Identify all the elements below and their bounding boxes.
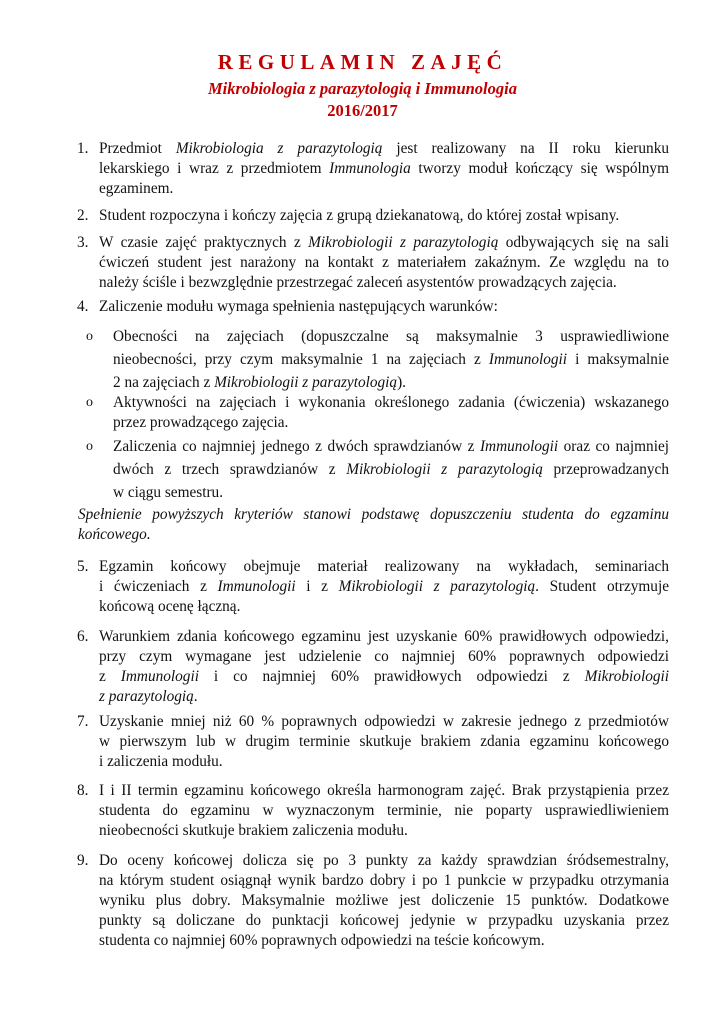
bullet-marker: o: [86, 329, 93, 344]
text-segment: Przedmiot: [99, 140, 176, 157]
text-segment: Warunkiem zdania końcowego egzaminu jest uzyskanie 60% prawidłowych odpowiedzi,: [99, 628, 669, 645]
text-line: [99, 752, 669, 772]
course-name: Mikrobiologii: [584, 668, 669, 685]
text-segment: ).: [397, 374, 406, 391]
text-line: [78, 505, 669, 525]
text-segment: końcową ocenę łączną.: [99, 598, 241, 615]
text-segment: W czasie zajęć praktycznych z: [99, 234, 309, 251]
course-name: Immunologii: [488, 351, 568, 368]
condition-item: [113, 325, 669, 394]
text-segment: oraz co najmniej: [558, 438, 669, 455]
text-segment: w ciągu semestru.: [113, 484, 224, 501]
text-line: [113, 435, 669, 458]
condition-item: [113, 393, 669, 433]
item-number: 4.: [77, 298, 89, 315]
text-segment: Do oceny końcowej dolicza się po 3 punkty za każdy sprawdzian śródsemestralny,: [99, 852, 669, 869]
text-line: [99, 557, 669, 577]
text-segment: . Student otrzymuje: [535, 578, 669, 595]
text-segment: odbywających się na sali: [498, 234, 669, 251]
text-line: [99, 297, 669, 317]
text-line: [78, 525, 669, 545]
text-segment: Obecności na zajęciach (dopuszczalne są maksymalnie 3 usprawiedliwione: [113, 328, 669, 345]
text-line: [99, 687, 669, 707]
course-name: Immunologii: [479, 438, 559, 455]
text-segment: studenta do egzaminu w wyznaczonym terminie, nie poparty usprawiedliwieniem: [99, 802, 669, 819]
text-segment: przeprowadzanych: [542, 461, 669, 478]
text-line: [99, 801, 669, 821]
course-subtitle: Mikrobiologia z parazytologią i Immunologia: [208, 79, 517, 98]
text-segment: egzaminem.: [99, 180, 174, 197]
text-segment: Student rozpoczyna i kończy zajęcia z grupą dziekanatową, do której został wpisany.: [99, 207, 620, 224]
course-name: Immunologia: [329, 160, 411, 177]
text-segment: .: [193, 688, 198, 705]
course-name: Mikrobiologii z parazytologią: [346, 461, 543, 478]
course-name: Mikrobiologii z parazytologią: [308, 234, 499, 251]
text-line: [99, 647, 669, 667]
text-line: [99, 627, 669, 647]
course-name: Mikrobiologii z parazytologią: [214, 374, 398, 391]
text-segment: tworzy moduł kończący się wspólnym: [410, 160, 669, 177]
list-item: [99, 712, 669, 772]
bullet-marker: o: [86, 395, 93, 410]
item-number: 1.: [77, 140, 89, 157]
list-item: [99, 627, 669, 707]
text-segment: punkty są doliczane do punktacji końcowej jedynie w przypadku uzyskania przez: [99, 912, 669, 929]
text-segment: przy czym wymagane jest udzielenie co najmniej 60% poprawnych odpowiedzi: [99, 648, 669, 665]
academic-year: 2016/2017: [327, 101, 398, 120]
text-segment: i maksymalnie: [567, 351, 669, 368]
text-line: [99, 577, 669, 597]
item-number: 5.: [77, 558, 89, 575]
text-segment: dwóch z trzech sprawdzianów z: [113, 461, 347, 478]
text-line: [99, 139, 669, 159]
text-segment: na którym student osiągnął wynik bardzo dobry i po 1 punkcie w przypadku otrzymania: [99, 872, 669, 889]
text-line: [99, 732, 669, 752]
text-segment: Egzamin końcowy obejmuje materiał realizowany na wykładach, seminariach: [99, 558, 669, 575]
item-number: 7.: [77, 713, 89, 730]
text-line: [99, 781, 669, 801]
text-segment: lekarskiego i wraz z przedmiotem: [99, 160, 330, 177]
text-line: [99, 911, 669, 931]
text-segment: wyniku plus dobry. Maksymalnie możliwe jest doliczenie 15 punktów. Dodatkowe: [99, 892, 669, 909]
text-line: [99, 273, 669, 293]
course-name: z parazytologią: [99, 688, 194, 705]
text-line: [99, 159, 669, 179]
condition-item: [113, 435, 669, 504]
text-line: [113, 371, 669, 394]
text-line: [113, 481, 669, 504]
text-line: [99, 233, 669, 253]
text-segment: studenta co najmniej 60% poprawnych odpowiedzi na teście końcowym.: [99, 932, 545, 949]
text-segment: i co najmniej 60% prawidłowych odpowiedzi z: [198, 668, 585, 685]
item-number: 8.: [77, 782, 89, 799]
text-line: [99, 891, 669, 911]
text-segment: nieobecności, przy czym maksymalnie 1 na zajęciach z: [113, 351, 489, 368]
list-item: [99, 233, 669, 293]
text-line: [113, 393, 669, 413]
text-line: [99, 851, 669, 871]
item-number: 6.: [77, 628, 89, 645]
text-line: [113, 325, 669, 348]
item-number: 2.: [77, 207, 89, 224]
text-segment: i zaliczenia modułu.: [99, 753, 223, 770]
text-line: [99, 871, 669, 891]
course-name: Mikrobiologia z parazytologią: [175, 140, 383, 157]
course-name: Mikrobiologii z parazytologią: [338, 578, 536, 595]
text-segment: w pierwszym lub w drugim terminie skutkuje brakiem zdania egzaminu końcowego: [99, 733, 669, 750]
text-line: [99, 821, 669, 841]
course-name: Immunologii: [120, 668, 199, 685]
text-segment: końcowego.: [78, 526, 151, 543]
list-item: [99, 297, 669, 317]
item-number: 9.: [77, 852, 89, 869]
text-segment: ćwiczeń student jest narażony na kontakt z materiałem zakaźnym. Ze względu na to: [99, 254, 669, 271]
text-line: [99, 206, 669, 226]
text-segment: Aktywności na zajęciach i wykonania określonego zadania (ćwiczenia) wskazanego: [113, 394, 669, 411]
text-line: [113, 348, 669, 371]
text-line: [99, 179, 669, 199]
text-segment: Zaliczenie modułu wymaga spełnienia następujących warunków:: [99, 298, 498, 315]
list-item: [99, 851, 669, 951]
text-line: [99, 667, 669, 687]
list-item: [99, 781, 669, 841]
list-item: [99, 206, 669, 226]
text-segment: należy ściśle i bezwzględnie przestrzegać zaleceń asystentów prowadzących zajęcia.: [99, 274, 617, 291]
text-segment: Uzyskanie mniej niż 60 % poprawnych odpowiedzi w zakresie jednego z przedmiotów: [99, 713, 669, 730]
text-segment: jest realizowany na II roku kierunku: [382, 140, 669, 157]
course-name: Immunologii: [217, 578, 296, 595]
text-line: [113, 413, 669, 433]
bullet-marker: o: [86, 439, 93, 454]
item-number: 3.: [77, 234, 89, 251]
text-segment: I i II termin egzaminu końcowego określa harmonogram zajęć. Brak przystąpienia przez: [99, 782, 669, 799]
text-line: [113, 458, 669, 481]
text-line: [99, 931, 669, 951]
document-title: REGULAMIN ZAJĘĆ: [217, 50, 508, 74]
text-segment: nieobecności skutkuje brakiem zaliczenia modułu.: [99, 822, 408, 839]
text-segment: i ćwiczeniach z: [99, 578, 218, 595]
text-segment: przez prowadzącego zajęcia.: [113, 414, 289, 431]
text-segment: 2 na zajęciach z: [113, 374, 215, 391]
text-line: [99, 597, 669, 617]
list-item: [99, 139, 669, 199]
list-item: [99, 557, 669, 617]
text-line: [99, 712, 669, 732]
text-segment: z: [99, 668, 121, 685]
text-segment: Zaliczenia co najmniej jednego z dwóch sprawdzianów z: [113, 438, 480, 455]
text-segment: Spełnienie powyższych kryteriów stanowi podstawę dopuszczeniu studenta do egzaminu: [78, 506, 669, 523]
text-line: [99, 253, 669, 273]
text-segment: i z: [295, 578, 339, 595]
criteria-note: [78, 505, 669, 545]
